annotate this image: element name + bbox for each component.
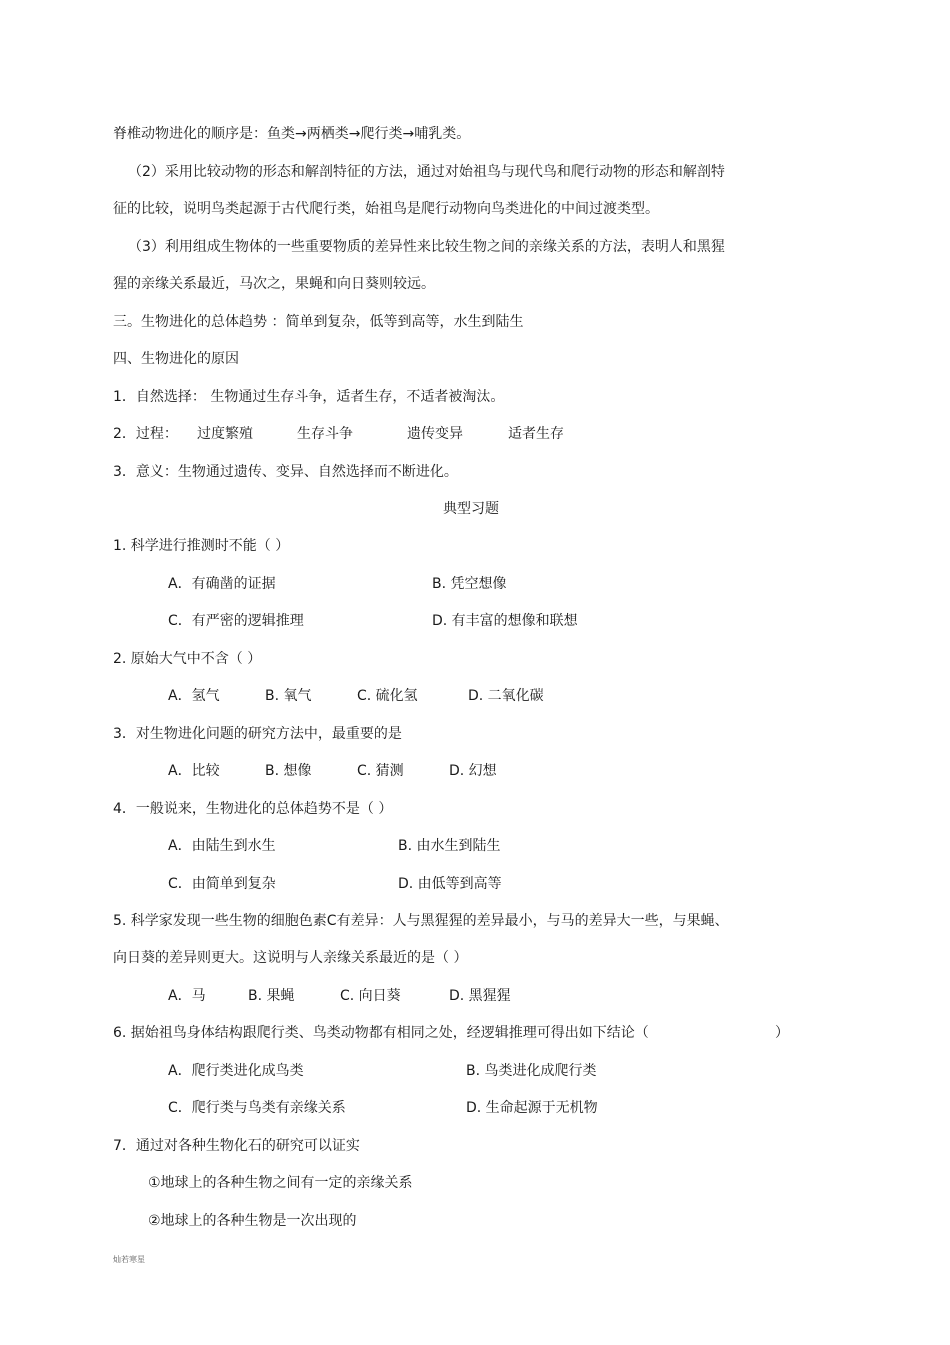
process-step-3: 遗传变异: [407, 426, 463, 442]
q1-stem: 1. 科学进行推测时不能（ ）: [113, 538, 290, 554]
q4-option-c: C．由简单到复杂: [168, 876, 276, 892]
para-method-3-line2: 猩的亲缘关系最近，马次之，果蝇和向日葵则较远。: [113, 276, 435, 292]
process-step-1: 过度繁殖: [197, 426, 253, 442]
para-method-2-line1: （2）采用比较动物的形态和解剖特征的方法，通过对始祖鸟与现代鸟和爬行动物的形态和解剖特: [128, 164, 725, 180]
q5-stem-line2: 向日葵的差异则更大。这说明与人亲缘关系最近的是（ ）: [113, 950, 468, 966]
q6-option-b: B. 鸟类进化成爬行类: [466, 1063, 597, 1079]
q6-option-a: A．爬行类进化成鸟类: [168, 1063, 304, 1079]
cause-process-label: 2．过程：: [113, 426, 178, 442]
q4-stem: 4．一般说来，生物进化的总体趋势不是（ ）: [113, 801, 393, 817]
process-step-2: 生存斗争: [297, 426, 353, 442]
q1-option-d: D. 有丰富的想像和联想: [432, 613, 578, 629]
q2-option-b: B. 氧气: [265, 688, 312, 704]
q3-option-c: C. 猜测: [357, 763, 404, 779]
q2-option-c: C. 硫化氢: [357, 688, 418, 704]
q6-stem: 6. 据始祖鸟身体结构跟爬行类、鸟类动物都有相同之处，经逻辑推理可得出如下结论（: [113, 1025, 649, 1041]
q1-option-a: A．有确凿的证据: [168, 576, 276, 592]
section-3-trend: 三。生物进化的总体趋势 ：简单到复杂，低等到高等，水生到陆生: [113, 314, 524, 330]
q6-option-c: C．爬行类与鸟类有亲缘关系: [168, 1100, 346, 1116]
q2-option-a: A．氢气: [168, 688, 220, 704]
q4-option-b: B. 由水生到陆生: [398, 838, 501, 854]
para-vertebrate-order: 脊椎动物进化的顺序是：鱼类→两栖类→爬行类→哺乳类。: [113, 126, 471, 142]
q3-stem: 3．对生物进化问题的研究方法中，最重要的是: [113, 726, 402, 742]
q6-option-d: D. 生命起源于无机物: [466, 1100, 598, 1116]
q3-option-a: A．比较: [168, 763, 220, 779]
q5-stem-line1: 5. 科学家发现一些生物的细胞色素C有差异：人与黑猩猩的差异最小，与马的差异大一些，与果蝇、: [113, 913, 729, 929]
q4-option-d: D. 由低等到高等: [398, 876, 502, 892]
para-method-3-line1: （3）利用组成生物体的一些重要物质的差异性来比较生物之间的亲缘关系的方法，表明人和黑猩: [128, 239, 725, 255]
cause-significance: 3．意义：生物通过遗传、变异、自然选择而不断进化。: [113, 464, 458, 480]
q7-statement-1: ①地球上的各种生物之间有一定的亲缘关系: [148, 1175, 413, 1191]
para-method-2-line2: 征的比较，说明鸟类起源于古代爬行类，始祖鸟是爬行动物向鸟类进化的中间过渡类型。: [113, 201, 659, 217]
q5-option-c: C. 向日葵: [340, 988, 401, 1004]
section-4-heading: 四、生物进化的原因: [113, 351, 239, 367]
q5-option-a: A．马: [168, 988, 206, 1004]
q5-option-d: D. 黑猩猩: [449, 988, 511, 1004]
section-title: 典型习题: [443, 501, 499, 517]
process-step-4: 适者生存: [508, 426, 564, 442]
q7-stem: 7．通过对各种生物化石的研究可以证实: [113, 1138, 360, 1154]
q1-option-c: C．有严密的逻辑推理: [168, 613, 304, 629]
q3-option-d: D. 幻想: [449, 763, 497, 779]
q6-stem-close-paren: ）: [775, 1025, 789, 1041]
q2-option-d: D. 二氧化碳: [468, 688, 544, 704]
q1-option-b: B. 凭空想像: [432, 576, 507, 592]
q5-option-b: B. 果蝇: [248, 988, 295, 1004]
q2-stem: 2. 原始大气中不含（ ）: [113, 651, 262, 667]
page-footer: 灿若寒星: [113, 1255, 145, 1264]
q7-statement-2: ②地球上的各种生物是一次出现的: [148, 1213, 357, 1229]
cause-natural-selection: 1．自然选择： 生物通过生存斗争，适者生存，不适者被淘汰。: [113, 389, 505, 405]
q4-option-a: A．由陆生到水生: [168, 838, 276, 854]
q3-option-b: B. 想像: [265, 763, 312, 779]
